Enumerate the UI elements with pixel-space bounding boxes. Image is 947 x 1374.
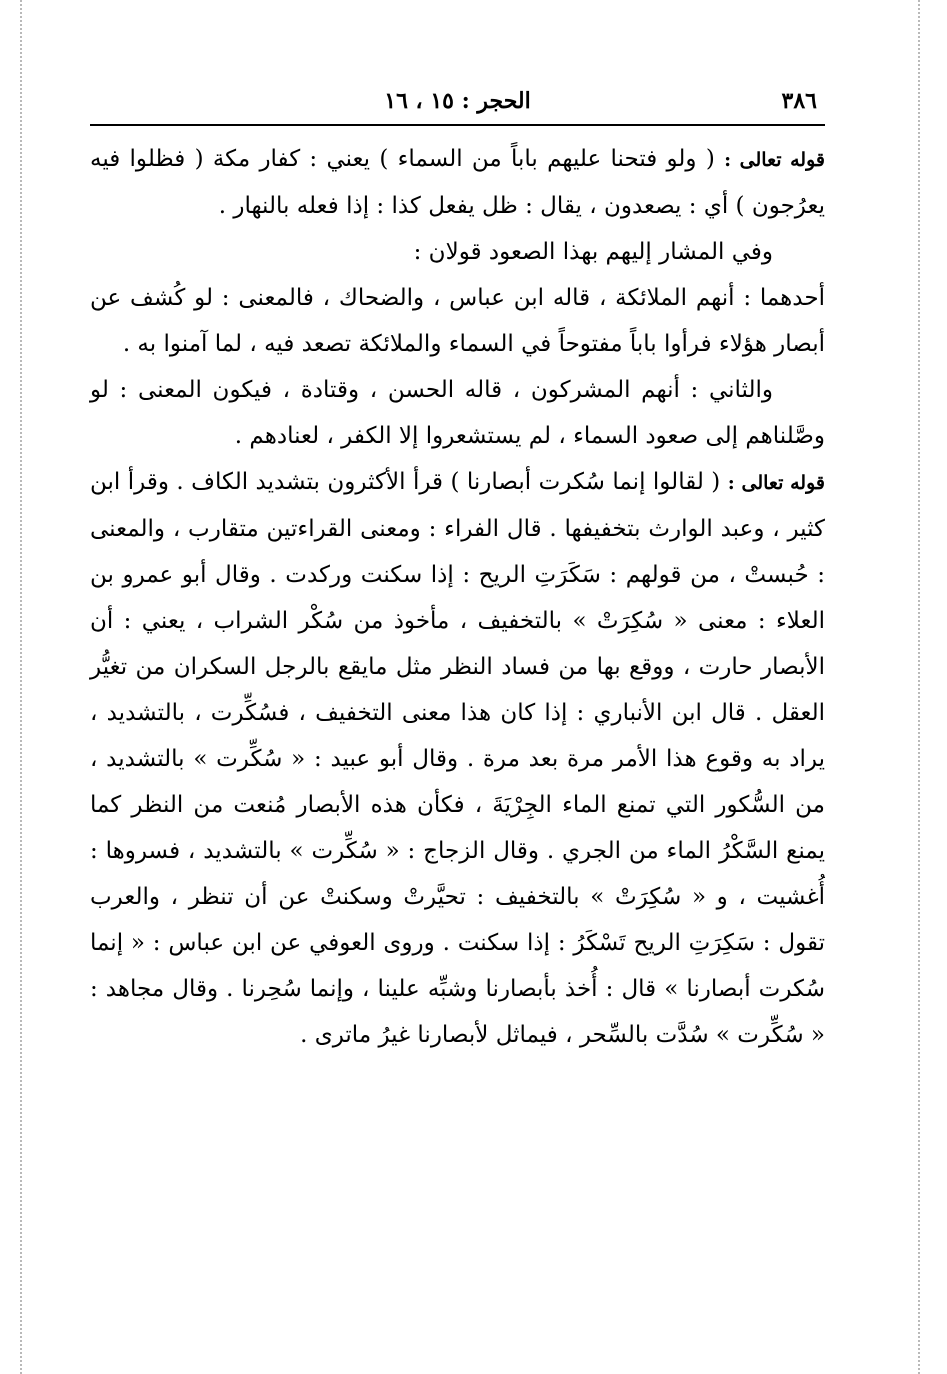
paragraph-text: ( لقالوا إنما سُكرت أبصارنا ) قرأ الأكثرون بتشديد الكاف . وقرأ ابن كثير ، وعبد الوارث بتخفيفها . قال الفراء : ومعنى القراءتين متقارب ، والمعنى : حُبستْ ، من قولهم : سَكَرَتِ الريح : إذا سكنت وركدت . وقال أبو عمرو بن العلاء : معنى « سُكِرَتْ » بالتخفيف ، مأخوذ من سُكْر الشراب ، يعني : أن الأبصار حارت ، ووقع بها من فساد النظر مثل مايقع بالرجل السكران من تغيُّر العقل . قال ابن الأنباري : إذا كان هذا معنى التخفيف ، فسُكِّرت ، بالتشديد ، يراد به وقوع هذا الأمر مرة بعد مرة . وقال أبو عبيد : « سُكِّرت » بالتشديد ، من السُّكور التي تمنع الماء الجِرْيَةَ ، فكأن هذه الأبصار مُنعت من النظر كما يمنع السَّكْرُ الماء من الجري . وقال الزجاج : « سُكِّرت » بالتشديد ، فسروها : أُغشيت ، و « سُكِرَتْ » بالتخفيف : تحيَّرتْ وسكنتْ عن أن تنظر ، والعرب تقول : سَكِرَتِ الريح تَسْكَرُ : إذا سكنت . وروى العوفي عن ابن عباس : « إنما سُكرت أبصارنا » قال : أُخذ بأبصارنا وشبِّه علينا ، وإنما سُحِرنا . وقال مجاهد : « سُكِّرت » سُدَّت بالسِّحر ، فيماثل لأبصارنا غيرُ ماترى .: [90, 469, 825, 1048]
paragraph: [90, 229, 825, 275]
running-head: الحجر : ١٥ ، ١٦: [384, 88, 531, 114]
page-number: ٣٨٦: [781, 88, 817, 114]
paragraph: [90, 136, 825, 229]
paragraph: [90, 459, 825, 1058]
paragraph-text: والثاني : أنهم المشركون ، قاله الحسن ، وقتادة ، فيكون المعنى : لو وصَّلناهم إلى صعود السماء ، لم يستشعروا إلا الكفر ، لعنادهم .: [90, 377, 825, 449]
page-header: [90, 84, 825, 126]
paragraph: [90, 275, 825, 367]
paragraph-text: ( ولو فتحنا عليهم باباً من السماء ) يعني : كفار مكة ( فظلوا فيه يعرُجون ) أي : يصعدون ، يقال : ظل يفعل كذا : إذا فعله بالنهار .: [90, 146, 825, 219]
page-body: [90, 136, 825, 1058]
paragraph: [90, 367, 825, 459]
paragraph-text: أحدهما : أنهم الملائكة ، قاله ابن عباس ، والضحاك ، فالمعنى : لو كُشف عن أبصار هؤلاء فرأوا باباً مفتوحاً في السماء والملائكة تصعد فيه ، لما آمنوا به .: [90, 285, 825, 357]
verse-lead: قوله تعالى :: [727, 472, 825, 494]
paragraph-text: وفي المشار إليهم بهذا الصعود قولان :: [413, 239, 773, 265]
book-page: [90, 84, 825, 1058]
left-dotted-margin: [20, 0, 22, 1374]
right-dotted-margin: [918, 0, 920, 1374]
verse-lead: قوله تعالى :: [724, 149, 825, 171]
